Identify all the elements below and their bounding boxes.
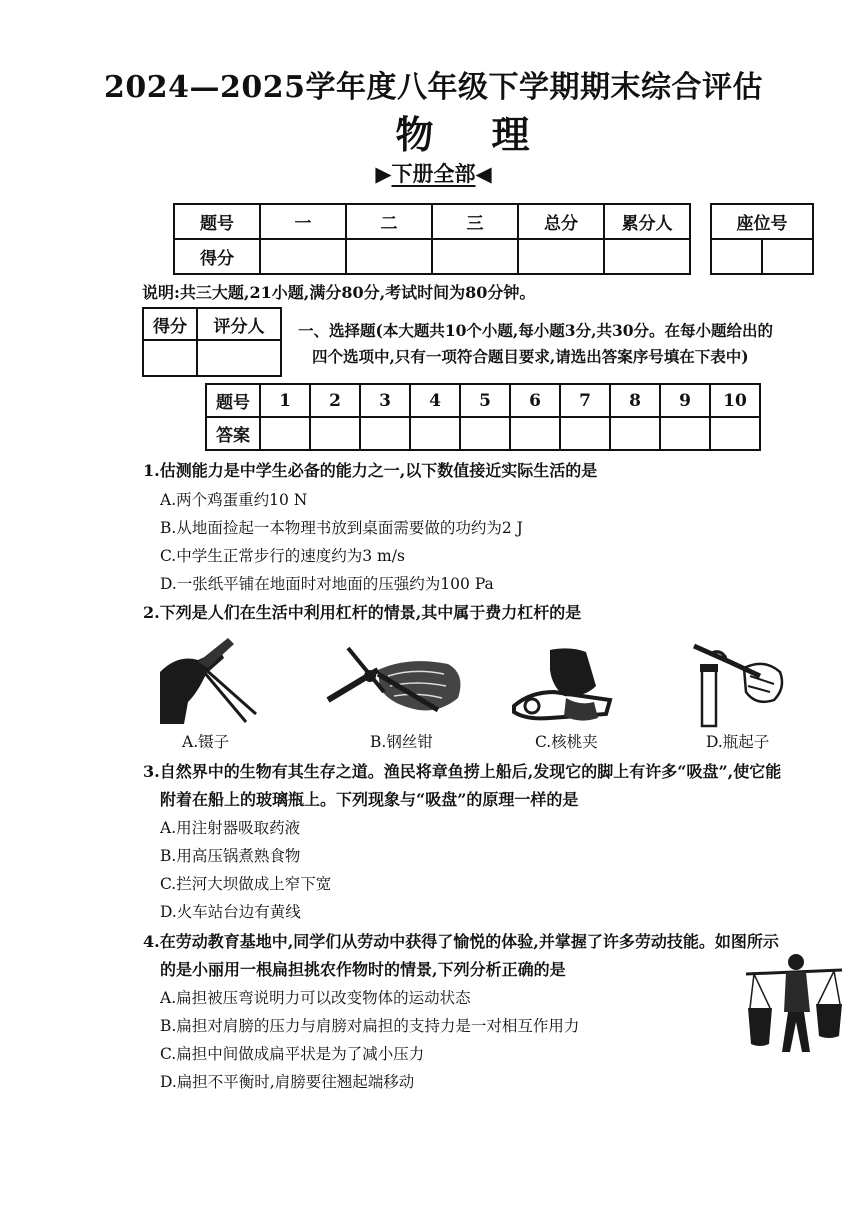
answer-cell[interactable] — [460, 417, 510, 450]
grader-name-cell[interactable] — [197, 340, 281, 376]
question-4-option-b: B.扁担对肩膀的压力与肩膀对扁担的支持力是一对相互作用力 — [160, 1017, 580, 1035]
exam-title: 2024—2025学年度八年级下学期期末综合评估 — [104, 70, 763, 105]
score-row-label-number: 题号 — [174, 204, 260, 239]
score-cell-3[interactable] — [432, 239, 518, 274]
answer-number: 3 — [360, 384, 410, 417]
question-4-stem-line-1: 4.在劳动教育基地中,同学们从劳动中获得了愉悦的体验,并掌握了许多劳动技能。如图所示 — [143, 932, 779, 951]
grader-score-label: 得分 — [143, 308, 197, 340]
answer-number: 5 — [460, 384, 510, 417]
score-col-1: 一 — [260, 204, 346, 239]
score-cell-total[interactable] — [518, 239, 604, 274]
nutcracker-icon — [510, 646, 620, 726]
question-4-option-a: A.扁担被压弯说明力可以改变物体的运动状态 — [160, 989, 471, 1007]
question-1-option-a: A.两个鸡蛋重约10 N — [160, 491, 308, 509]
score-cell-2[interactable] — [346, 239, 432, 274]
question-1-option-b: B.从地面捡起一本物理书放到桌面需要做的功约为2 J — [160, 519, 523, 537]
answer-number: 6 — [510, 384, 560, 417]
scope-text: 下册全部 — [391, 161, 476, 186]
question-2-stem: 2.下列是人们在生活中利用杠杆的情景,其中属于费力杠杆的是 — [143, 603, 582, 622]
answer-cell[interactable] — [660, 417, 710, 450]
question-2-option-c: C.核桃夹 — [535, 733, 598, 751]
question-1-stem: 1.估测能力是中学生必备的能力之一,以下数值接近实际生活的是 — [143, 461, 598, 480]
answer-cell[interactable] — [710, 417, 760, 450]
question-4-option-d: D.扁担不平衡时,肩膀要往翘起端移动 — [160, 1073, 415, 1091]
answer-number: 4 — [410, 384, 460, 417]
score-col-tallier: 累分人 — [604, 204, 690, 239]
question-3-option-d: D.火车站台边有黄线 — [160, 903, 301, 921]
question-2-option-b: B.钢丝钳 — [370, 733, 433, 751]
score-cell-1[interactable] — [260, 239, 346, 274]
seat-cell-2[interactable] — [762, 239, 813, 274]
seat-cell-1[interactable] — [711, 239, 762, 274]
question-3-stem-line-1: 3.自然界中的生物有其生存之道。渔民将章鱼捞上船后,发现它的脚上有许多“吸盘”,使它能 — [143, 762, 782, 781]
answer-table — [205, 383, 761, 451]
answer-number: 1 — [260, 384, 310, 417]
answer-cell[interactable] — [260, 417, 310, 450]
score-col-2: 二 — [346, 204, 432, 239]
answer-number: 10 — [710, 384, 760, 417]
exam-note: 说明:共三大题,21小题,满分80分,考试时间为80分钟。 — [142, 283, 536, 302]
answer-number: 9 — [660, 384, 710, 417]
section-1-line-2: 四个选项中,只有一项符合题目要求,请选出答案序号填在下表中) — [312, 347, 749, 366]
wire-pliers-icon — [318, 640, 468, 724]
question-3-option-b: B.用高压锅煮熟食物 — [160, 847, 301, 865]
question-1-option-d: D.一张纸平铺在地面时对地面的压强约为100 Pa — [160, 575, 494, 593]
score-col-3: 三 — [432, 204, 518, 239]
answer-cell[interactable] — [310, 417, 360, 450]
question-3-stem-line-2: 附着在船上的玻璃瓶上。下列现象与“吸盘”的原理一样的是 — [160, 790, 579, 809]
score-cell-tallier[interactable] — [604, 239, 690, 274]
question-1-option-c: C.中学生正常步行的速度约为3 m/s — [160, 547, 405, 565]
tweezers-icon — [158, 632, 258, 724]
grader-score-cell[interactable] — [143, 340, 197, 376]
question-3-option-a: A.用注射器吸取药液 — [160, 819, 301, 837]
answer-cell[interactable] — [610, 417, 660, 450]
question-3-option-c: C.拦河大坝做成上窄下宽 — [160, 875, 332, 893]
seat-table — [710, 203, 814, 275]
score-row-label-score: 得分 — [174, 239, 260, 274]
answer-row-label: 答案 — [206, 417, 260, 450]
answer-number: 8 — [610, 384, 660, 417]
scope-label — [0, 158, 867, 188]
question-4-option-c: C.扁担中间做成扁平状是为了减小压力 — [160, 1045, 425, 1063]
answer-cell[interactable] — [410, 417, 460, 450]
subject-title: 物理 — [395, 112, 588, 157]
answer-header-label: 题号 — [206, 384, 260, 417]
grader-name-label: 评分人 — [197, 308, 281, 340]
grader-box — [142, 307, 282, 377]
answer-cell[interactable] — [510, 417, 560, 450]
section-1-title — [298, 318, 843, 370]
answer-number: 2 — [310, 384, 360, 417]
question-4-stem-line-2: 的是小丽用一根扁担挑农作物时的情景,下列分析正确的是 — [160, 960, 566, 979]
triangle-right-icon: ▶ — [375, 161, 392, 186]
score-col-total: 总分 — [518, 204, 604, 239]
question-2-option-a: A.镊子 — [182, 733, 230, 751]
answer-cell[interactable] — [560, 417, 610, 450]
shoulder-pole-carrier-icon — [744, 952, 844, 1064]
section-1-line-1: 一、选择题(本大题共10个小题,每小题3分,共30分。在每小题给出的 — [298, 321, 774, 340]
seat-label: 座位号 — [711, 204, 813, 239]
question-2-option-d: D.瓶起子 — [706, 733, 770, 751]
answer-number: 7 — [560, 384, 610, 417]
score-table — [173, 203, 691, 275]
bottle-opener-icon — [690, 640, 786, 728]
answer-cell[interactable] — [360, 417, 410, 450]
triangle-left-icon: ◀ — [475, 161, 492, 186]
